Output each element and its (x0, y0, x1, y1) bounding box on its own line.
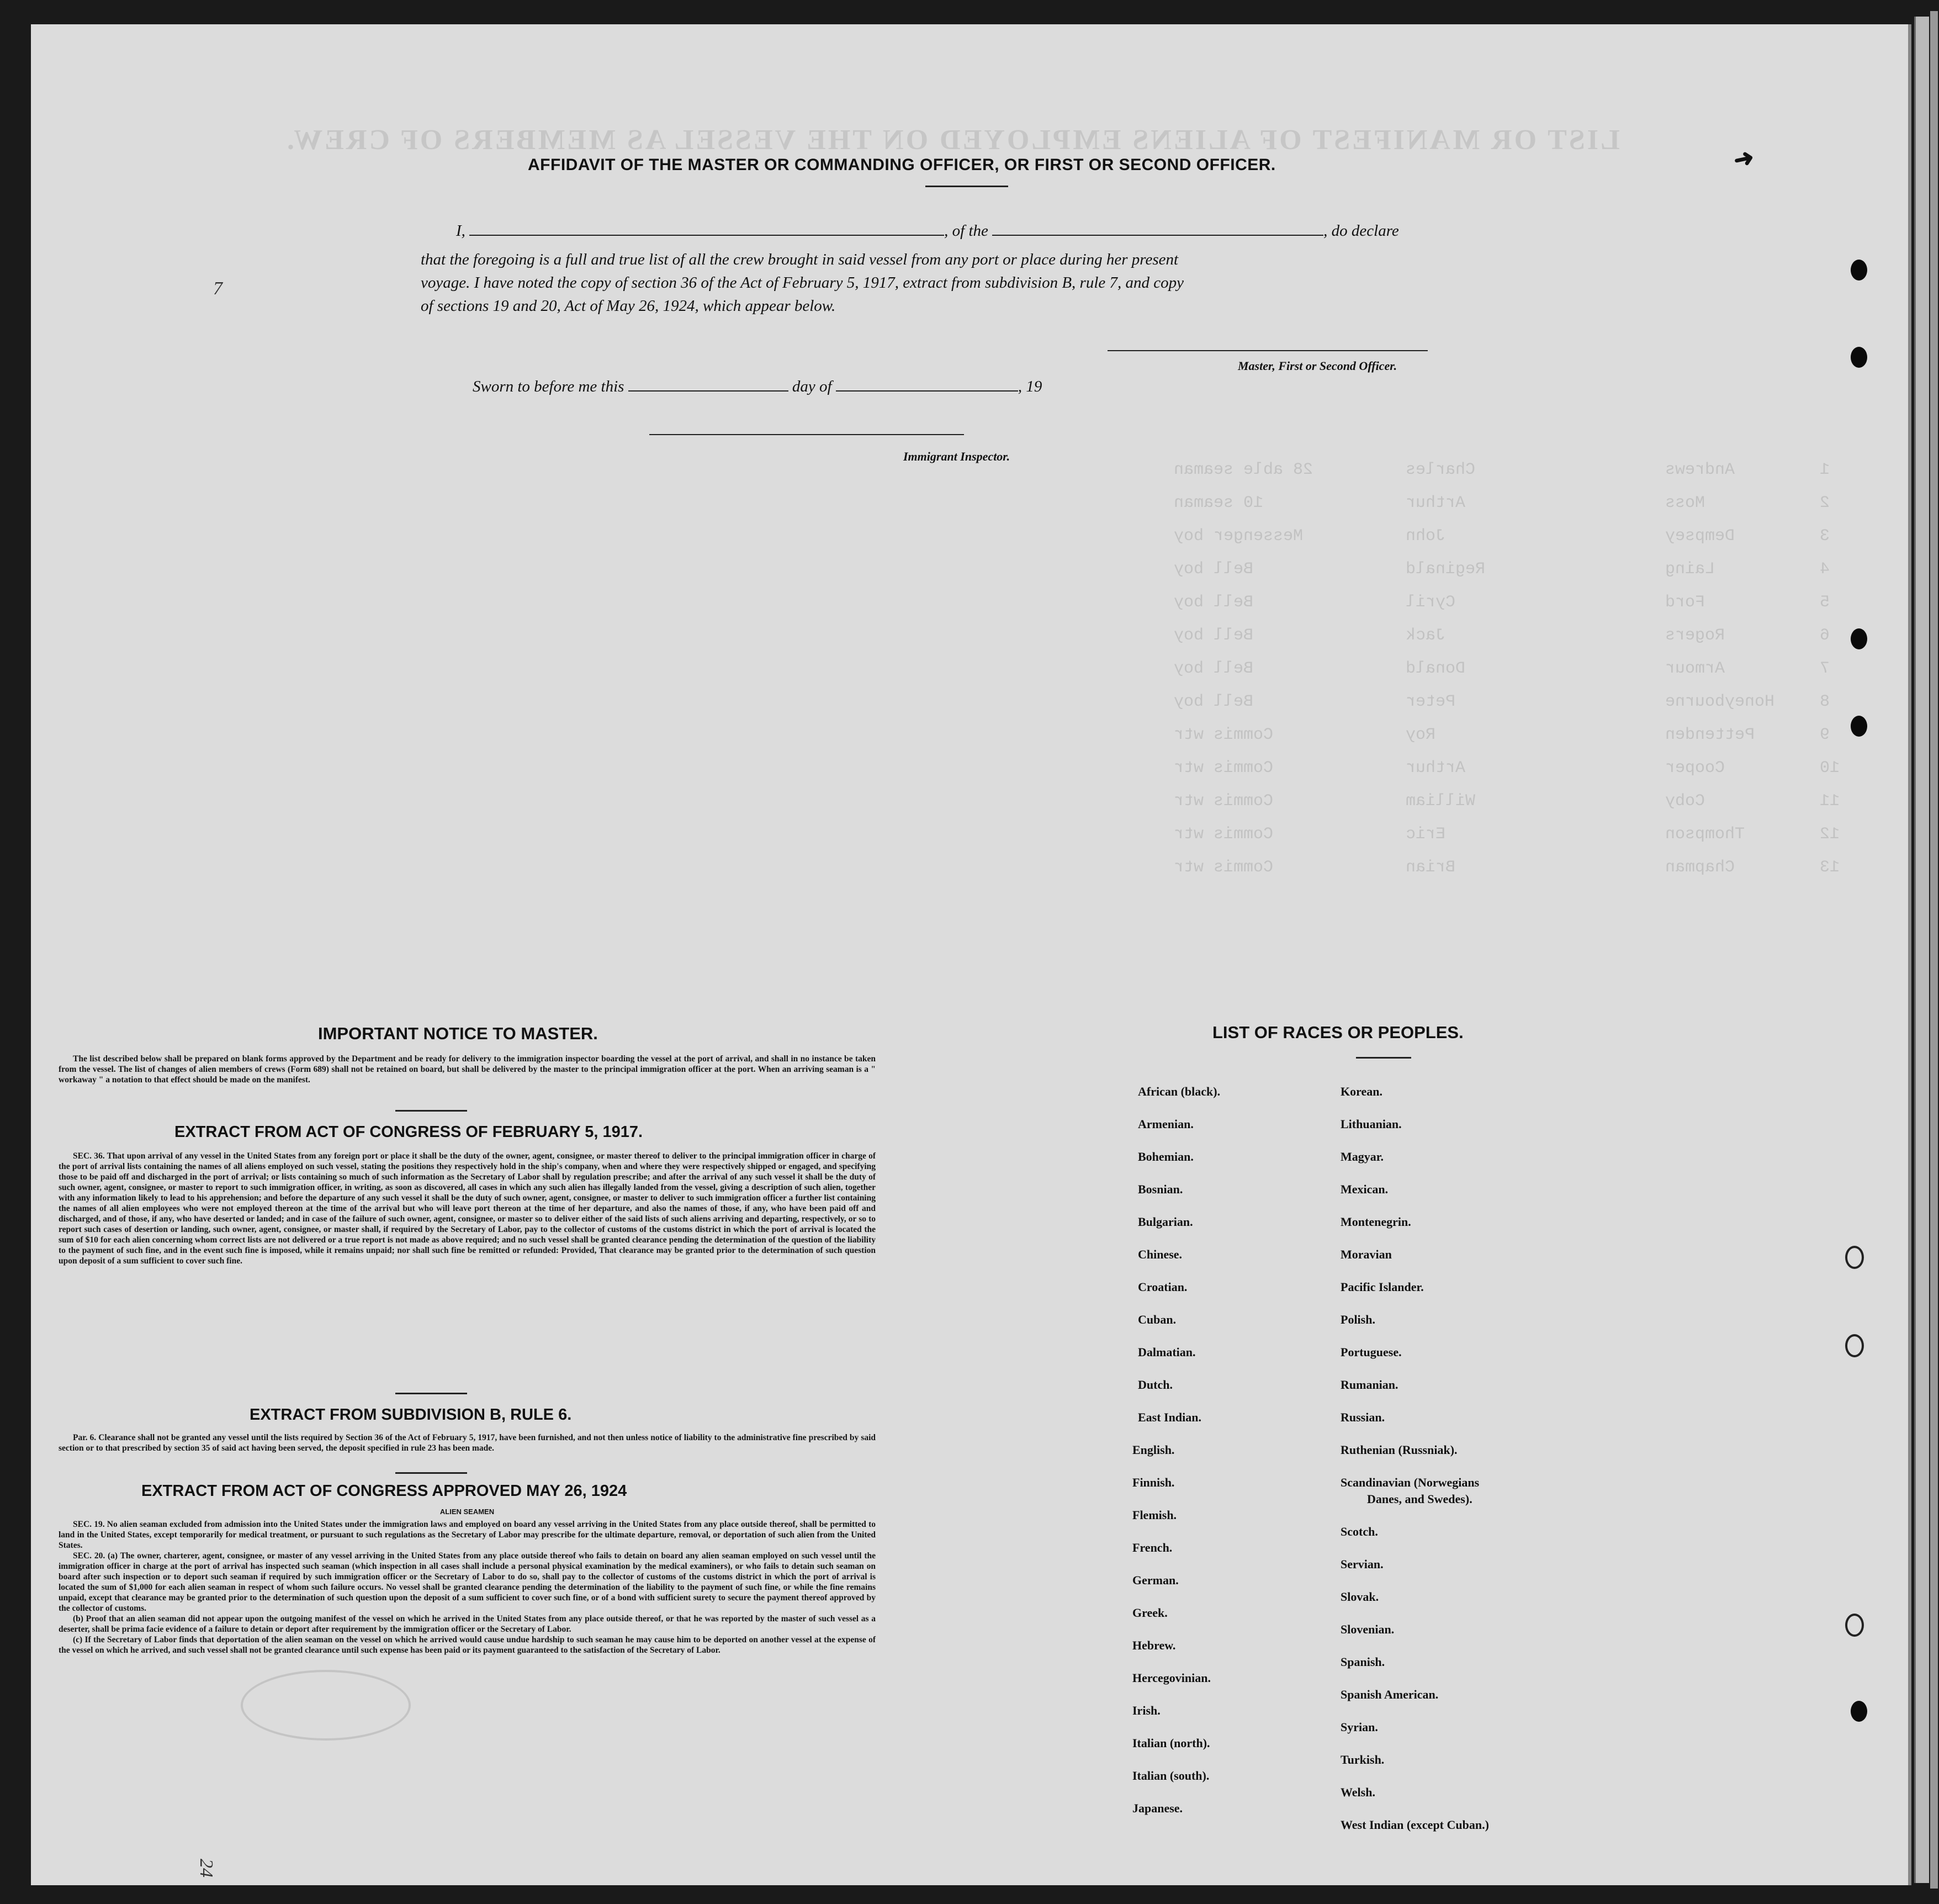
bleed-through-cell: 11 (1820, 792, 1840, 811)
bleed-through-cell: 1 (1820, 461, 1830, 479)
binder-hole-ring (1845, 1614, 1864, 1637)
races-title: LIST OF RACES OR PEOPLES. (1212, 1023, 1464, 1042)
race-item: Bosnian. (1138, 1182, 1183, 1196)
race-item: Korean. (1341, 1085, 1382, 1098)
race-item: Armenian. (1138, 1117, 1194, 1131)
bleed-through-cell: Arthur (1406, 494, 1466, 512)
bleed-through-cell: Bell boy (1174, 659, 1254, 678)
race-item: East Indian. (1138, 1410, 1201, 1424)
bleed-through-cell: John (1406, 527, 1446, 546)
handwritten-seven: 7 (213, 278, 222, 299)
bleed-through-cell: Brian (1406, 858, 1456, 877)
faint-stamp (241, 1670, 411, 1741)
bleed-through-cell: Armour (1665, 659, 1725, 678)
race-item: Hebrew. (1132, 1638, 1176, 1652)
act1924-sec19: SEC. 19. No alien seaman excluded from admission into the United States under the immigration laws and employed on board any vessel arriving in the United States from any place outside thereof, shall be permitted to land in the United States, except temporarily for medical treatment, or pursuant to such regulations as the Secretary of Labor may prescribe for the ultimate departure, removal, or deportation of such alien from the United States. (59, 1520, 876, 1550)
bleed-through-cell: Cyril (1406, 593, 1456, 612)
affidavit-title-rule (925, 186, 1008, 187)
affidavit-i-label: I, (456, 222, 465, 240)
bleed-through-cell: 13 (1820, 858, 1840, 877)
bleed-through-cell: Bell boy (1174, 626, 1254, 645)
race-item: Lithuanian. (1341, 1117, 1402, 1131)
race-item: English. (1132, 1443, 1175, 1457)
binder-hole (1851, 347, 1867, 368)
binder-hole-ring (1845, 1246, 1864, 1269)
divider-3 (395, 1472, 467, 1474)
act1924-sec20b: (b) Proof that an alien seaman did not appear upon the outgoing manifest of the vessel on which he arrived in the United States from any place outside thereof, or that he was reported by the master of such vessel as a deserter, shall be prima facie evidence of a failure to detain or deport after requirement by the immigration officer or the Secretary of Labor. (59, 1614, 876, 1634)
bleed-through-cell: Commis wtr (1174, 726, 1274, 744)
race-item: Italian (north). (1132, 1736, 1210, 1750)
bleed-through-cell: Rogers (1665, 626, 1725, 645)
bleed-through-cell: Bell boy (1174, 560, 1254, 579)
race-item: Greek. (1132, 1606, 1168, 1620)
race-item: Spanish American. (1341, 1688, 1439, 1701)
bleed-through-cell: Commis wtr (1174, 759, 1274, 778)
sworn-day-blank[interactable] (628, 390, 788, 392)
race-item: Mexican. (1341, 1182, 1389, 1196)
bleed-through-cell: 10 (1820, 759, 1840, 778)
affidavit-line-4: of sections 19 and 20, Act of May 26, 1924, which appear below. (421, 297, 836, 315)
race-item: Slovak. (1341, 1590, 1379, 1604)
manifest-sheet (31, 24, 1911, 1885)
act1924-body (59, 1504, 876, 1656)
bleed-through-cell: 28 able seaman (1174, 461, 1313, 479)
race-item: Bulgarian. (1138, 1215, 1193, 1229)
bleed-through-cell: 6 (1820, 626, 1830, 645)
bleed-through-cell: Thompson (1665, 825, 1745, 844)
bleed-through-cell: Messenger boy (1174, 527, 1304, 546)
bleed-through-cell: Eric (1406, 825, 1446, 844)
stacked-page-edge (1914, 17, 1929, 1883)
bleed-through-cell: Dempsey (1665, 527, 1735, 546)
bleed-through-cell: Jack (1406, 626, 1446, 645)
bleed-through-cell: Honeybourne (1665, 692, 1775, 711)
bleed-through-cell: Cooper (1665, 759, 1725, 778)
act1924-title: EXTRACT FROM ACT OF CONGRESS APPROVED MAY 26, 1924 (141, 1482, 627, 1500)
affidavit-line-3: voyage. I have noted the copy of section 36 of the Act of February 5, 1917, extract from subdivision B, rule 7, and copy (421, 274, 1184, 292)
binder-hole (1851, 716, 1867, 737)
race-item: Magyar. (1341, 1150, 1384, 1163)
bleed-through-cell: Bell boy (1174, 593, 1254, 612)
race-item: Montenegrin. (1341, 1215, 1411, 1229)
race-item: Cuban. (1138, 1313, 1177, 1326)
stacked-page-edge-outer (1930, 11, 1938, 1889)
race-item: Spanish. (1341, 1655, 1385, 1669)
affidavit-line-2: that the foregoing is a full and true list of all the crew brought in said vessel from any port or place during her present (421, 251, 1179, 268)
bleed-through-cell: Laing (1665, 560, 1715, 579)
race-item: African (black). (1138, 1085, 1221, 1098)
sworn-year-label: , 19 (1018, 378, 1042, 395)
race-item: Croatian. (1138, 1280, 1188, 1294)
race-item: Turkish. (1341, 1753, 1385, 1767)
bleed-through-title: LIST OR MANIFEST OF ALIENS EMPLOYED ON THE VESSEL AS MEMBERS OF CREW. (285, 124, 1620, 156)
bleed-through-cell: Reginald (1406, 560, 1486, 579)
act1924-sec20a: SEC. 20. (a) The owner, charterer, agent, consignee, or master of any vessel arriving in the United States from any place outside thereof who fails to detain on board any alien seaman employed on such vessel until the immigration officer in charge at the port of arrival has inspected such seaman (which inspection in all cases shall include a personal physical examination by the medical examiners), or who fails to detain such seaman on board after such inspection or to deport such seaman if required by such immigration officer or the Secretary of Labor to do so, shall pay to the collector of customs of the customs district in which the port of arrival is located the sum of $1,000 for each alien seaman in respect of whom such failure occurs. No vessel shall be granted clearance pending the determination of the liability to the payment of such fine, or while the fine remains unpaid, except that clearance may be granted prior to the determination of such question upon the deposit of a sum sufficient to cover such fine, or of a bond with sufficient surety to secure the payment thereof approved by the collector of customs. (59, 1551, 876, 1613)
race-item: Hercegovinian. (1132, 1671, 1211, 1685)
bleed-through-cell: Coby (1665, 792, 1705, 811)
act1917-title: EXTRACT FROM ACT OF CONGRESS OF FEBRUARY 5, 1917. (174, 1123, 643, 1141)
rule6-text: Par. 6. Clearance shall not be granted any vessel until the lists required by Section 36 of the Act of February 5, 1917, have been furnished, and not then unless notice of liability to the administrative fine prescribed by said section or to that prescribed by section 35 of said act having been served, the deposit specified in rule 23 has been made. (59, 1433, 876, 1453)
race-item: Pacific Islander. (1341, 1280, 1424, 1294)
act1924-sec20c: (c) If the Secretary of Labor finds that deportation of the alien seaman on the vessel on which he arrived would cause undue hardship to such seaman he may cause him to be deported on another vessel at the expense of the vessel on which he arrived, and such vessel shall not be granted clearance until such expense has been paid or its payment guaranteed to the satisfaction of the Secretary of Labor. (59, 1635, 876, 1655)
race-item: Danes, and Swedes). (1367, 1492, 1472, 1506)
race-item: Polish. (1341, 1313, 1375, 1326)
binder-hole (1851, 260, 1867, 281)
affidavit-of-the-label: , of the (944, 222, 988, 240)
inspector-signature-line[interactable] (649, 434, 964, 435)
race-item: Finnish. (1132, 1475, 1175, 1489)
bleed-through-cell: Commis wtr (1174, 825, 1274, 844)
bleed-through-cell: Donald (1406, 659, 1466, 678)
race-item: Flemish. (1132, 1508, 1177, 1522)
race-item: Syrian. (1341, 1720, 1378, 1734)
race-item: Bohemian. (1138, 1150, 1194, 1163)
act1917-body (59, 1151, 876, 1266)
bleed-through-cell: Ford (1665, 593, 1705, 612)
bleed-through-cell: 12 (1820, 825, 1840, 844)
arrow-mark-icon: ➜ (1731, 143, 1757, 174)
divider-1 (395, 1110, 467, 1112)
race-item: Welsh. (1341, 1785, 1375, 1799)
race-item: German. (1132, 1573, 1179, 1587)
race-item: West Indian (except Cuban.) (1341, 1818, 1489, 1832)
bleed-through-cell: 5 (1820, 593, 1830, 612)
vessel-name-blank[interactable] (992, 235, 1323, 236)
bleed-through-cell: Bell boy (1174, 692, 1254, 711)
race-item: Irish. (1132, 1704, 1161, 1717)
bleed-through-cell: 10 seaman (1174, 494, 1264, 512)
bleed-through-cell: 4 (1820, 560, 1830, 579)
bleed-through-cell: William (1406, 792, 1476, 811)
signature-label: Master, First or Second Officer. (1238, 359, 1397, 373)
race-item: Ruthenian (Russniak). (1341, 1443, 1458, 1457)
bleed-through-cell: Commis wtr (1174, 858, 1274, 877)
bleed-through-cell: 8 (1820, 692, 1830, 711)
notice-body (59, 1054, 876, 1085)
bleed-through-cell: Andrews (1665, 461, 1735, 479)
race-item: Scotch. (1341, 1525, 1378, 1538)
race-item: Dalmatian. (1138, 1345, 1196, 1359)
sworn-line (473, 378, 1042, 396)
rule6-body (59, 1432, 876, 1453)
binder-hole-ring (1845, 1334, 1864, 1357)
bleed-through-cell: Roy (1406, 726, 1436, 744)
race-item: French. (1132, 1541, 1173, 1554)
bleed-through-cell: 2 (1820, 494, 1830, 512)
race-item: Servian. (1341, 1557, 1384, 1571)
race-item: Dutch. (1138, 1378, 1173, 1392)
race-item: Russian. (1341, 1410, 1385, 1424)
affidavit-title: AFFIDAVIT OF THE MASTER OR COMMANDING OFFICER, OR FIRST OR SECOND OFFICER. (528, 156, 1276, 174)
rule6-title: EXTRACT FROM SUBDIVISION B, RULE 6. (250, 1406, 572, 1424)
binder-hole (1851, 628, 1867, 649)
bleed-through-cell: Pettenden (1665, 726, 1755, 744)
bleed-through-cell: Commis wtr (1174, 792, 1274, 811)
bleed-through-cell: Peter (1406, 692, 1456, 711)
sworn-day-of-label: day of (792, 378, 832, 395)
divider-2 (395, 1393, 467, 1394)
affidavit-declare-label: , do declare (1323, 222, 1399, 240)
officer-name-blank[interactable] (469, 235, 944, 236)
race-item: Slovenian. (1341, 1622, 1395, 1636)
notice-title: IMPORTANT NOTICE TO MASTER. (318, 1024, 598, 1043)
race-item: Japanese. (1132, 1801, 1183, 1815)
affidavit-line-1 (456, 222, 1399, 240)
race-item: Moravian (1341, 1247, 1392, 1261)
sworn-prefix: Sworn to before me this (473, 378, 624, 395)
race-item: Rumanian. (1341, 1378, 1398, 1392)
binder-hole (1851, 1701, 1867, 1722)
race-item: Scandinavian (Norwegians (1341, 1475, 1480, 1489)
race-item: Italian (south). (1132, 1769, 1210, 1783)
notice-text: The list described below shall be prepared on blank forms approved by the Department and be ready for delivery to the immigration inspector boarding the vessel at the port of arrival, and shall in no instance be taken from the vessel. The list of changes of alien members of crews (Form 689) shall not be retained on board, but shall be delivered by the master to the principal immigration officer at the port. When an arriving seaman is a " workaway " a notation to that effect should be made on the manifest. (59, 1054, 876, 1085)
race-item: Chinese. (1138, 1247, 1183, 1261)
act1924-subtitle: ALIEN SEAMEN (439, 1508, 495, 1516)
race-item: Portuguese. (1341, 1345, 1402, 1359)
signature-line[interactable] (1108, 350, 1428, 351)
sworn-month-blank[interactable] (836, 390, 1018, 392)
bleed-through-cell: Moss (1665, 494, 1705, 512)
bleed-through-cell: Charles (1406, 461, 1476, 479)
bleed-through-cell: Chapman (1665, 858, 1735, 877)
bleed-through-cell: 9 (1820, 726, 1830, 744)
inspector-label: Immigrant Inspector. (903, 449, 1010, 463)
races-title-rule (1356, 1057, 1411, 1059)
page-number-mark: 24 (196, 1859, 216, 1877)
bleed-through-cell: 3 (1820, 527, 1830, 546)
bleed-through-cell: Arthur (1406, 759, 1466, 778)
act1917-text: SEC. 36. That upon arrival of any vessel in the United States from any foreign port or place it shall be the duty of the owner, agent, consignee, or master thereof to deliver to the principal immigration officer in charge of the port of arrival lists containing the names of all aliens employed on such vessel, stating the positions they respectively hold in the ship's company, when and where they were respectively shipped or engaged, and specifying those to be paid off and discharged in the port of arrival; or lists containing so much of such information as the Secretary of Labor shall by regulation prescribe; and after the arrival of any such vessel it shall be the duty of such owner, agent, consignee, or master to report to such immigration officer, in writing, as soon as discovered, all cases in which any such alien has illegally landed from the vessel, giving a description of such alien, together with any information likely to lead to his apprehension; and before the departure of any such vessel it shall be the duty of such owner, agent, consignee, or master to deliver to such immigration officer a further list containing the names of all alien employees who were not employed thereon at the time of the arrival but who will leave port thereon at the time of her departure, and also the names of those, if any, who have been paid off and discharged, and of those, if any, who have deserted or landed; and in case of the failure of such owner, agent, consignee, or master so to deliver either of the said lists of such aliens arriving and departing, respectively, or so to report such cases of desertion or landing, such owner, agent, consignee, or master shall, if required by the Secretary of Labor, pay to the collector of customs of the customs district in which the port of arrival is located the sum of $10 for each alien concerning whom correct lists are not delivered or a true report is not made as above required; and no such vessel shall be granted clearance pending the determination of the question of the liability to the payment of such fine, and in the event such fine is imposed, while it remains unpaid; nor shall such fine be remitted or refunded: Provided, That clearance may be granted prior to the determination of such question upon deposit of a sum sufficient to cover such fine. (59, 1151, 876, 1266)
bleed-through-cell: 7 (1820, 659, 1830, 678)
